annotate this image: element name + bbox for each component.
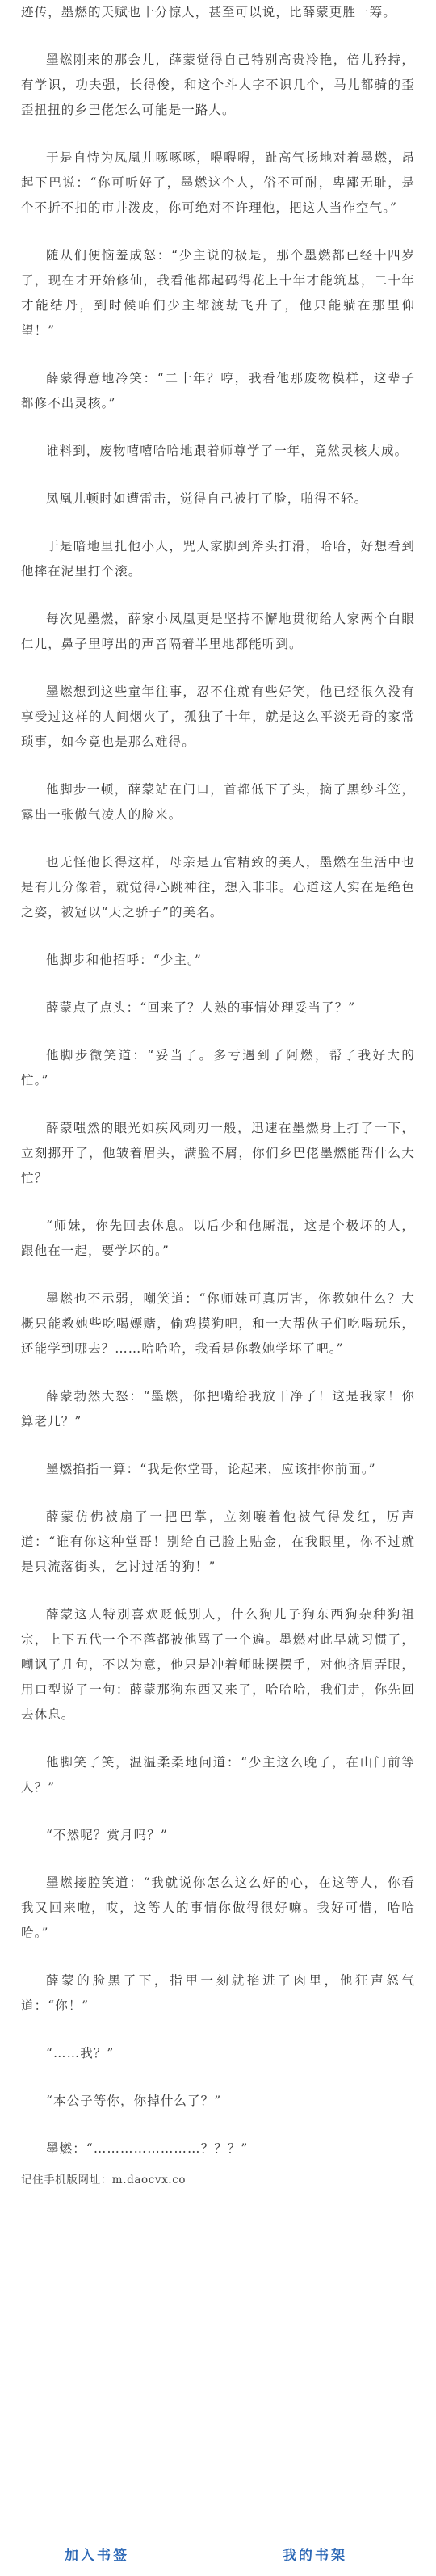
paragraph: 墨燃想到这些童年往事，忍不住就有些好笑，他已经很久没有享受过这样的人间烟火了，孤独了十年，就是这么平淡无奇的家常琐事，如今竟也是那么难得。 bbox=[21, 684, 415, 749]
paragraph: “师妹，你先回去休息。以后少和他厮混，这是个极坏的人，跟他在一起，要学坏的。” bbox=[21, 1219, 415, 1258]
paragraph: “本公子等你，你掉什么了？” bbox=[46, 2094, 222, 2108]
paragraph: 他脚步和他招呼：“少主。” bbox=[46, 953, 202, 967]
add-bookmark-button[interactable]: 加入书签 bbox=[65, 2548, 129, 2564]
paragraph: 墨燃接腔笑道：“我就说你怎么这么好的心，在这等人，你看我又回来啦，哎，这等人的事情你做得很好嘛。我好可惜，哈哈哈。” bbox=[21, 1875, 415, 1940]
paragraph: 薛蒙嗤然的眼光如疾风刺刃一般，迅速在墨燃身上打了一下，立刻挪开了，他皱着眉头，满脸不屑，你们乡巴佬墨燃能帮什么大忙？ bbox=[21, 1121, 415, 1185]
paragraph: 墨燃刚来的那会儿，薛蒙觉得自己特别高贵冷艳，倍儿矜持，有学识，功夫强，长得俊，和这个斗大字不识几个，马儿都骑的歪歪扭扭的乡巴佬怎么可能是一路人。 bbox=[21, 53, 415, 117]
paragraph: 薛蒙勃然大怒：“墨燃，你把嘴给我放干净了！这是我家！你算老几？” bbox=[21, 1389, 415, 1429]
paragraph: 薛蒙得意地冷笑：“二十年？哼，我看他那废物模样，这辈子都修不出灵核。” bbox=[21, 371, 415, 410]
paragraph: 他脚笑了笑，温温柔柔地问道：“少主这么晚了，在山门前等人？” bbox=[21, 1755, 415, 1795]
paragraph: “不然呢？赏月吗？” bbox=[46, 1828, 168, 1842]
paragraph: 每次见墨燃，薛家小凤凰更是坚持不懈地贯彻给人家两个白眼仁儿，鼻子里哼出的声音隔着半里地都能听到。 bbox=[21, 612, 415, 651]
paragraph-list bbox=[21, 0, 415, 2161]
paragraph: 薛蒙这人特别喜欢贬低别人，什么狗儿子狗东西狗杂种狗祖宗，上下五代一个不落都被他骂了一个遍。墨燃对此早就习惯了，嘲讽了几句，不以为意，他只是冲着师昧摆摆手，对他挤眉弄眼，用口型说了一句：薛蒙那狗东西又来了，哈哈哈，我们走，你先回去休息。 bbox=[21, 1607, 415, 1722]
paragraph: 薛蒙仿佛被扇了一把巴掌，立刻嚷着他被气得发红，厉声道：“谁有你这种堂哥！别给自己脸上贴金，在我眼里，你不过就是只流落街头，乞讨过活的狗！” bbox=[21, 1509, 415, 1574]
paragraph: 他脚步一顿，薛蒙站在门口，首都低下了头，摘了黑纱斗笠，露出一张傲气凌人的脸来。 bbox=[21, 782, 415, 822]
promo-text: 记住手机版网址：m.daocvx.co bbox=[21, 2174, 187, 2187]
paragraph: 于是自恃为凤凰儿啄啄啄，嘚嘚嘚，趾高气扬地对着墨燃，昂起下巴说：“你可听好了，墨燃这个人，俗不可耐，卑鄙无耻，是个不折不扣的市井泼皮，你可绝对不许理他，把这人当作空气。” bbox=[21, 150, 415, 215]
paragraph: 谁料到，废物嘻嘻哈哈地跟着师尊学了一年，竟然灵核大成。 bbox=[46, 444, 409, 458]
bottom-toolbar bbox=[0, 2523, 436, 2576]
paragraph: “……我？” bbox=[46, 2046, 115, 2060]
paragraph: 薛蒙的脸黑了下，指甲一刻就掐进了肉里，他狂声怒气道：“你！” bbox=[21, 1973, 415, 2013]
paragraph: 凤凰儿顿时如遭雷击，觉得自己被打了脸，啪得不轻。 bbox=[46, 491, 368, 506]
paragraph: 墨燃也不示弱，嘲笑道：“你师妹可真厉害，你教她什么？大概只能教她些吃喝嫖赌，偷鸡摸狗吧，和一大帮伙子们吃喝玩乐，还能学到哪去？……哈哈哈，我看是你教她学坏了吧。” bbox=[21, 1291, 415, 1356]
my-bookshelf-button[interactable]: 我的书架 bbox=[283, 2548, 347, 2564]
paragraph: 薛蒙点了点头：“回来了？人熟的事情处理妥当了？” bbox=[46, 1000, 356, 1015]
paragraph: 随从们便恼羞成怒：“少主说的极是，那个墨燃都已经十四岁了，现在才开始修仙，我看他都起码得花上十年才能筑基，二十年才能结丹，到时候咱们少主都渡劫飞升了，他只能躺在那里仰望！” bbox=[21, 248, 415, 338]
paragraph: 迹传，墨燃的天赋也十分惊人，甚至可以说，比薛蒙更胜一筹。 bbox=[21, 5, 396, 19]
paragraph: 墨燃：“……………………？？？” bbox=[46, 2141, 249, 2156]
paragraph: 他脚步微笑道：“妥当了。多亏遇到了阿燃，帮了我好大的忙。” bbox=[21, 1048, 415, 1088]
paragraph: 于是暗地里扎他小人，咒人家脚到斧头打滑，哈哈，好想看到他摔在泥里打个滚。 bbox=[21, 539, 415, 579]
paragraph: 也无怪他长得这样，母亲是五官精致的美人，墨燃在生活中也是有几分像着，就觉得心跳神往，想入非非。心道这人实在是绝色之姿，被冠以“天之骄子”的美名。 bbox=[21, 855, 415, 920]
paragraph: 墨燃掐指一算：“我是你堂哥，论起来，应该排你前面。” bbox=[46, 1462, 376, 1476]
